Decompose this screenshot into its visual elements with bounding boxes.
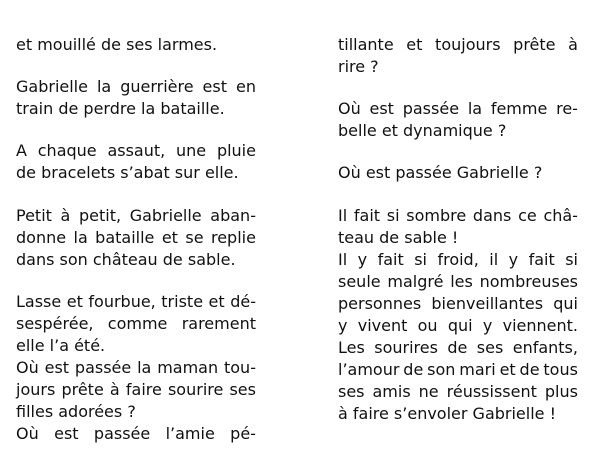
word: faire <box>125 380 162 399</box>
word: Lasse <box>16 292 62 311</box>
word: y <box>357 250 368 269</box>
word: à <box>568 35 578 54</box>
word: tous <box>543 360 578 379</box>
word: maman <box>157 358 219 377</box>
word: Où <box>16 358 39 377</box>
text-line: elle l’a été. <box>16 336 106 355</box>
text-line <box>16 76 256 98</box>
word: y <box>508 250 519 269</box>
word: la <box>467 99 483 118</box>
word: l’amie <box>165 424 215 443</box>
word: tillante <box>338 35 394 54</box>
word: mari <box>459 360 496 379</box>
word: et <box>161 228 178 247</box>
word: enfants, <box>512 338 578 357</box>
word: y <box>338 316 348 335</box>
word: est <box>369 99 394 118</box>
word: la <box>73 228 88 247</box>
text-line: train de perdre la bataille. <box>16 99 225 118</box>
word: est <box>54 424 79 443</box>
text-line <box>338 249 578 271</box>
word: vivent <box>357 316 408 335</box>
text-line <box>338 98 578 120</box>
word: prête <box>61 380 104 399</box>
word: aban- <box>210 206 256 225</box>
word: guerrière <box>120 77 194 96</box>
word: les <box>450 272 473 291</box>
word: Où <box>16 424 39 443</box>
word: à <box>60 206 71 225</box>
word: passée <box>74 358 132 377</box>
word: et <box>208 292 225 311</box>
word: viennent. <box>502 316 578 335</box>
word: pé- <box>230 424 256 443</box>
word: ne <box>418 382 439 401</box>
word: assaut, <box>107 141 166 160</box>
word: donne <box>16 228 67 247</box>
word: nombreuses <box>479 272 578 291</box>
word: une <box>176 141 207 160</box>
word: ou <box>417 316 438 335</box>
word: dans <box>472 206 512 225</box>
word: y <box>482 316 493 335</box>
text-line <box>16 357 256 379</box>
word: et <box>406 35 423 54</box>
text-line: de bracelets s’abat sur elle. <box>16 163 239 182</box>
word: est <box>44 358 70 377</box>
word: replie <box>210 228 256 247</box>
word: de <box>519 360 540 379</box>
text-line <box>338 205 578 227</box>
word: rarement <box>181 314 256 333</box>
text-line <box>338 337 578 359</box>
word: réussissent <box>446 382 537 401</box>
word: personnes <box>338 294 422 313</box>
word: plus <box>544 382 578 401</box>
word: Il <box>338 250 348 269</box>
word: amis <box>372 382 411 401</box>
text-line <box>338 271 578 293</box>
word: malgré <box>387 272 444 291</box>
word: pluie <box>216 141 256 160</box>
word: A <box>16 141 27 160</box>
text-line: et mouillé de ses larmes. <box>16 35 218 54</box>
word: re- <box>556 99 578 118</box>
text-line: dans son château de sable. <box>16 250 236 269</box>
word: Gabrielle <box>16 77 88 96</box>
word: la <box>96 77 112 96</box>
word: sespérée, <box>16 314 94 333</box>
text-line: Où est passée Gabrielle ? <box>338 163 543 182</box>
text-line: belle et dynamique ? <box>338 121 507 140</box>
word: froid, <box>437 250 479 269</box>
word: fait <box>377 250 404 269</box>
word: bienveillantes <box>431 294 544 313</box>
word: chaque <box>37 141 97 160</box>
text-line <box>16 423 256 445</box>
word: Il <box>338 206 348 225</box>
word: sourire <box>167 380 224 399</box>
text-line <box>338 315 578 337</box>
text-line <box>338 34 578 56</box>
word: Où <box>338 99 361 118</box>
word: seule <box>338 272 381 291</box>
word: son <box>427 360 456 379</box>
word: fourbue, <box>88 292 156 311</box>
word: ses <box>229 380 256 399</box>
text-line <box>16 291 256 313</box>
word: si <box>565 250 578 269</box>
word: fait <box>528 250 555 269</box>
word: et <box>66 292 83 311</box>
text-line: rire ? <box>338 57 379 76</box>
word: jours <box>16 380 56 399</box>
word: Petit <box>16 206 52 225</box>
word: Les <box>338 338 365 357</box>
word: tou- <box>223 358 256 377</box>
word: ses <box>476 338 504 357</box>
word: passée <box>93 424 151 443</box>
word: la <box>137 358 152 377</box>
word: qui <box>447 316 473 335</box>
text-line <box>16 379 256 401</box>
text-line: filles adorées ? <box>16 402 136 421</box>
text-line: teau de sable ! <box>338 228 459 247</box>
word: prête <box>513 35 556 54</box>
word: et <box>499 360 516 379</box>
word: se <box>185 228 204 247</box>
word: de <box>403 360 424 379</box>
word: sourires <box>374 338 438 357</box>
text-line <box>338 293 578 315</box>
text-line <box>338 381 578 403</box>
word: Gabrielle <box>129 206 202 225</box>
word: de <box>447 338 468 357</box>
word: sombre <box>406 206 467 225</box>
word: femme <box>490 99 548 118</box>
word: comme <box>107 314 168 333</box>
text-line <box>16 140 256 162</box>
word: passée <box>402 99 460 118</box>
word: à <box>109 380 120 399</box>
word: bataille <box>95 228 155 247</box>
word: si <box>386 206 400 225</box>
word: petit, <box>78 206 122 225</box>
word: toujours <box>435 35 501 54</box>
word: si <box>414 250 427 269</box>
text-line <box>16 313 256 335</box>
word: en <box>235 77 256 96</box>
word: est <box>202 77 227 96</box>
text-line: à faire s’envoler Gabrielle ! <box>338 404 557 423</box>
word: l’amour <box>338 360 400 379</box>
word: châ- <box>543 206 578 225</box>
word: ses <box>338 382 365 401</box>
word: fait <box>353 206 381 225</box>
text-line <box>16 205 256 227</box>
text-line <box>338 359 578 381</box>
word: triste <box>161 292 204 311</box>
word: ce <box>518 206 537 225</box>
word: qui <box>553 294 578 313</box>
word: dé- <box>230 292 256 311</box>
word: il <box>489 250 499 269</box>
text-line <box>16 227 256 249</box>
